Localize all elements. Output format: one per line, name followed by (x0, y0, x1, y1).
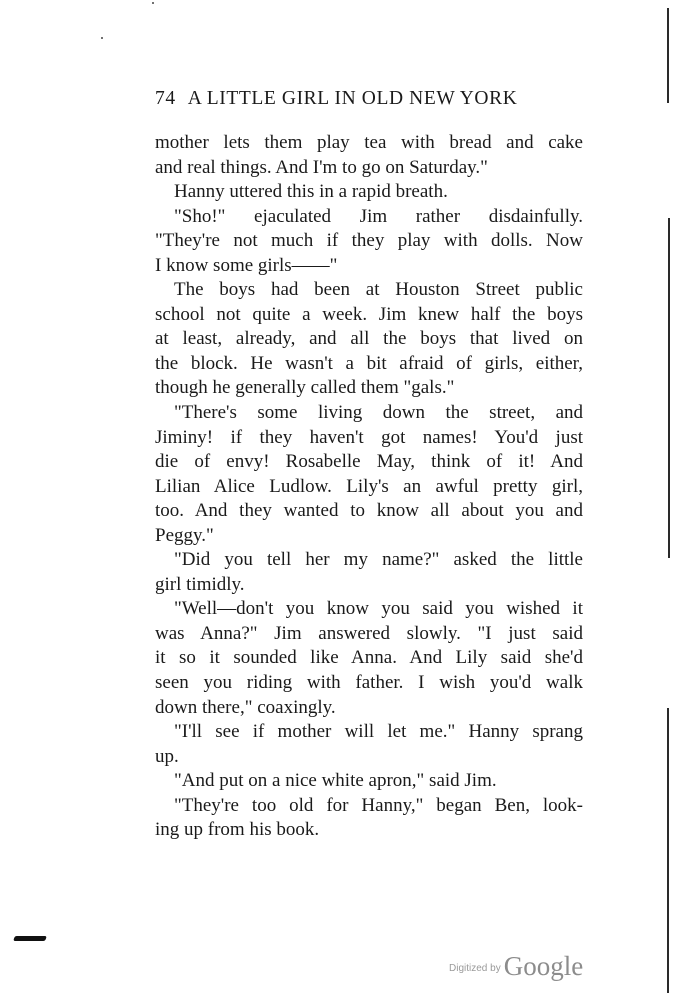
text-line: "They're too old for Hanny," began Ben, look- (174, 794, 583, 816)
margin-mark (13, 936, 47, 941)
text-line: "There's some living down the street, and (174, 402, 583, 424)
text-line: Peggy." (155, 524, 214, 546)
watermark-digitized-label: Digitized by (449, 963, 501, 974)
text-line: Lilian Alice Ludlow. Lily's an awful pretty girl, (155, 475, 583, 497)
text-line: mother lets them play tea with bread and cake (155, 132, 583, 153)
speck (101, 37, 103, 39)
text-line: it so it sounded like Anna. And Lily said she'd (155, 647, 583, 669)
text-line: down there," coaxingly. (155, 696, 336, 718)
text-line: school not quite a week. Jim knew half the boys (155, 303, 583, 325)
google-watermark (449, 951, 589, 987)
page-edge (667, 8, 670, 993)
text-line: seen you riding with father. I wish you'd walk (155, 672, 583, 694)
text-line: though he generally called them "gals." (155, 377, 455, 399)
text-line: I know some girls——" (155, 254, 338, 276)
text-line: ing up from his book. (155, 819, 320, 841)
text-line: at least, already, and all the boys that lived on (155, 328, 583, 350)
text-line: Jiminy! if they haven't got names! You'd just (155, 426, 583, 448)
text-line: was Anna?" Jim answered slowly. "I just said (155, 622, 583, 644)
text-line: and real things. And I'm to go on Saturday." (155, 156, 488, 178)
text-line: The boys had been at Houston Street public (174, 279, 583, 301)
body-text (155, 131, 583, 843)
google-logo: Google (503, 951, 584, 981)
text-line: "Did you tell her my name?" asked the little (174, 549, 583, 571)
page-number: 74 (155, 88, 176, 109)
text-line: the block. He wasn't a bit afraid of girls, either, (155, 352, 583, 374)
text-line: "And put on a nice white apron," said Jim. (174, 770, 497, 792)
running-title: A LITTLE GIRL IN OLD NEW YORK (187, 88, 518, 109)
speck (152, 2, 154, 4)
running-header (155, 88, 555, 118)
text-line: "I'll see if mother will let me." Hanny sprang (174, 721, 583, 743)
text-line: die of envy! Rosabelle May, think of it! And (155, 451, 583, 473)
text-line: too. And they wanted to know all about you and (155, 500, 583, 522)
text-line: girl timidly. (155, 573, 245, 595)
text-line: "They're not much if they play with dolls. Now (155, 230, 583, 252)
text-line: "Well—don't you know you said you wished it (174, 598, 583, 620)
text-line: up. (155, 745, 179, 767)
text-line: "Sho!" ejaculated Jim rather disdainfully. (174, 205, 583, 227)
text-line: Hanny uttered this in a rapid breath. (174, 181, 448, 203)
